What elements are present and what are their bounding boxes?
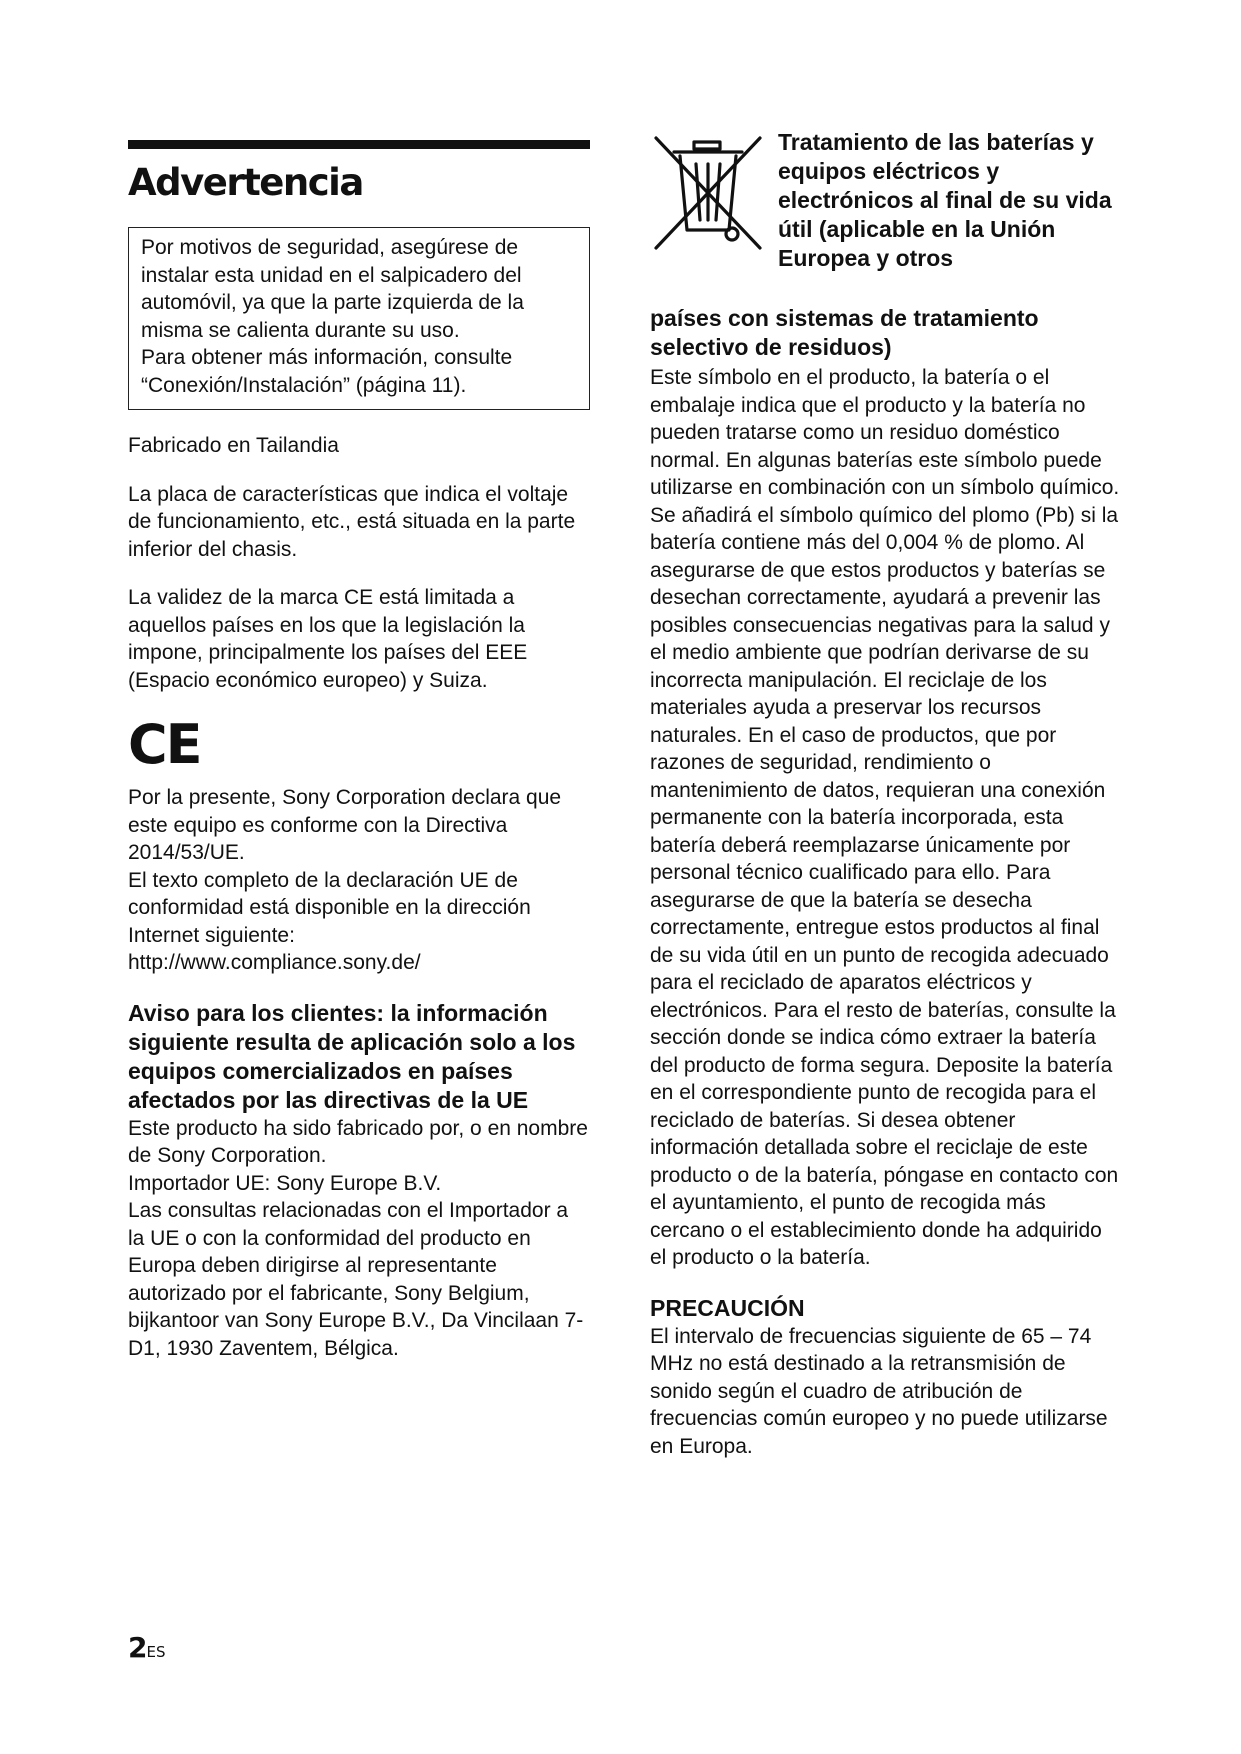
nameplate-text: La placa de características que indica el voltaje de funcionamiento, etc., está situada en la parte inferior del chasis. (128, 482, 576, 561)
warning-text: Por motivos de seguridad, asegúrese de instalar esta unidad en el salpicadero del automóvil, ya que la parte izquierda de la misma se calienta durante su uso. (141, 236, 524, 342)
compliance-url: http://www.compliance.sony.de/ (128, 951, 421, 974)
page-number (128, 1631, 165, 1664)
declaration-availability: El texto completo de la declaración UE de conformidad está disponible en la dirección Internet siguiente: (128, 868, 531, 947)
manufacturer-text: Este producto ha sido fabricado por, o en nombre de Sony Corporation. (128, 1116, 588, 1167)
notice-heading: Aviso para los clientes: la información siguiente resulta de aplicación solo a los equipos comercializados en países afectados por las directivas de la UE (128, 999, 576, 1113)
weee-body: Este símbolo en el producto, la batería o el embalaje indica que el producto y la batería no pueden tratarse como un residuo doméstico normal. En algunas baterías este símbolo puede utilizarse en combinación con un símbolo químico. Se añadirá el símbolo químico del plomo (Pb) si la batería contiene más del 0,004 % de plomo. Al asegurarse de que estos productos y baterías se desechan correctamente, ayudará a prevenir las posibles consecuencias negativas para la salud y el medio ambiente que podrían derivarse de su incorrecta manipulación. El reciclaje de los materiales ayuda a preservar los recursos naturales. En el caso de productos, que por razones de seguridad, rendimiento o mantenimiento de datos, requieran una conexión permanente con la batería incorporada, esta batería deberá reemplazarse únicamente por personal técnico cualificado para ello. Para asegurarse de que la batería se desecha correctamente, entregue estos productos al final de su vida útil en un punto de recogida adecuado para el reciclado de aparatos eléctricos y electrónicos. Para el resto de baterías, consulte la sección donde se indica cómo extraer la batería del producto de forma segura. Deposite la batería en el correspondiente punto de recogida para el reciclado de baterías. Si desea obtener información detallada sobre el reciclaje de este producto o de la batería, póngase en contacto con el ayuntamiento, el punto de recogida más cercano o el establecimiento donde ha adquirido el producto o la batería. (650, 366, 1120, 1269)
caution-body: El intervalo de frecuencias siguiente de 65 – 74 MHz no está destinado a la retransmisión de sonido según el cuadro de atribución de frecuencias común europeo y no puede utilizarse en Europa. (650, 1324, 1108, 1458)
made-in-text: Fabricado en Tailandia (128, 434, 339, 457)
left-column (128, 140, 590, 1362)
ce-validity-text: La validez de la marca CE está limitada a aquellos países en los que la legislación la impone, principalmente los países del EEE (Espacio económico europeo) y Suiza. (128, 586, 528, 692)
declaration-text: Por la presente, Sony Corporation declara que este equipo es conforme con la Directiva 2014/53/UE. (128, 786, 562, 864)
warning-reference: Para obtener más información, consulte “Conexión/Instalación” (página 11). (141, 346, 513, 397)
page-number-value: 2 (128, 1631, 147, 1664)
weee-heading-continued: países con sistemas de tratamiento selectivo de residuos) (650, 305, 1039, 360)
caution-heading: PRECAUCIÓN (650, 1294, 805, 1321)
language-code: ES (146, 1643, 166, 1661)
right-column (650, 128, 1120, 1460)
importer-text: Importador UE: Sony Europe B.V. (128, 1171, 442, 1195)
page-title: Advertencia (128, 161, 363, 204)
weee-heading: Tratamiento de las baterías y equipos eléctricos y electrónicos al final de su vida útil (aplicable en la Unión Europea y otros (778, 129, 1112, 271)
representative-text: Las consultas relacionadas con el Importador a la UE o con la conformidad del producto en Europa deben dirigirse al representante autorizado por el fabricante, Sony Belgium, bijkantoor van Sony Europe B.V., Da Vincilaan 7-D1, 1930 Zaventem, Bélgica. (128, 1199, 584, 1360)
title-rule (128, 140, 590, 149)
crossed-bin-icon (652, 134, 764, 252)
warning-box (128, 227, 590, 410)
weee-header (650, 128, 1120, 304)
ce-mark-icon: CE (128, 713, 201, 776)
